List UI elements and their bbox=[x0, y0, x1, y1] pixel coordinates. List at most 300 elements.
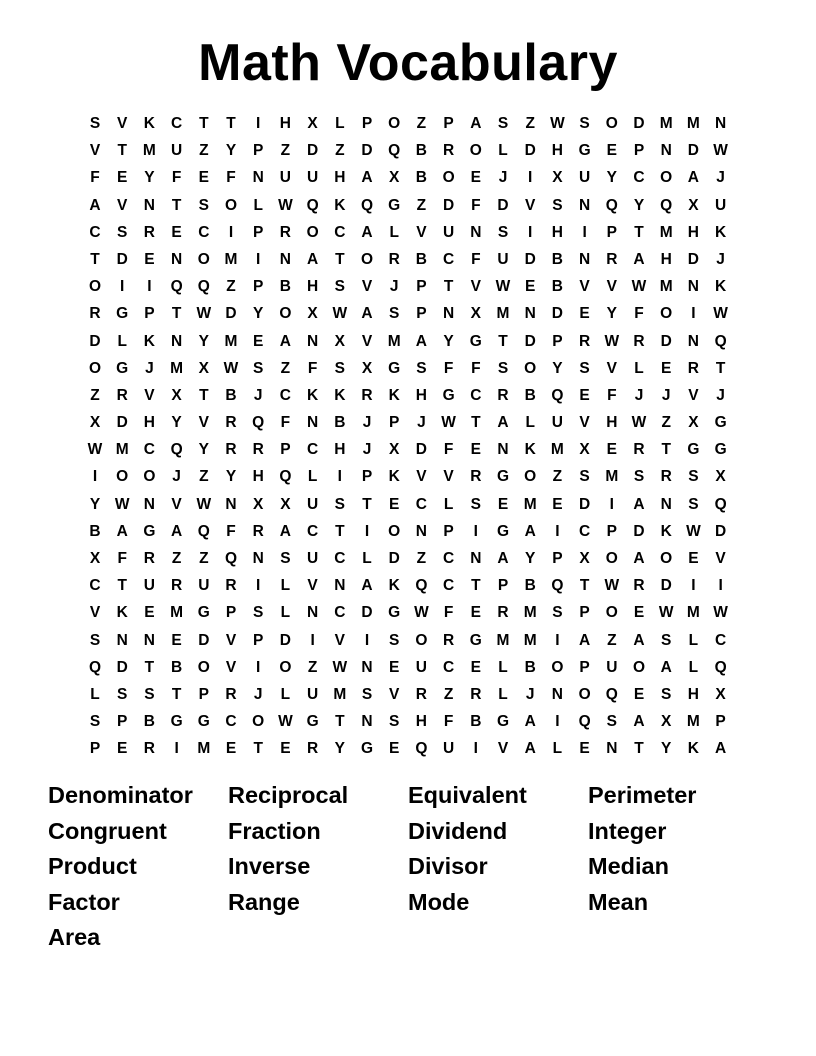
grid-letter: O bbox=[279, 658, 292, 676]
grid-letter: D bbox=[524, 250, 536, 268]
grid-letter: D bbox=[524, 142, 536, 160]
grid-letter: T bbox=[171, 685, 182, 703]
grid-letter: L bbox=[498, 658, 508, 676]
grid-letter: J bbox=[525, 685, 535, 703]
word-list-item: Equivalent bbox=[408, 782, 527, 808]
grid-letter: C bbox=[306, 522, 319, 540]
grid-letter: B bbox=[415, 169, 427, 187]
grid-letter: A bbox=[361, 223, 373, 241]
grid-letter: I bbox=[718, 577, 723, 595]
grid-letter: X bbox=[253, 495, 264, 513]
grid-letter: Y bbox=[198, 441, 209, 459]
grid-letter: W bbox=[631, 414, 647, 432]
grid-letter: W bbox=[196, 495, 212, 513]
word-list-item: Congruent bbox=[48, 817, 167, 844]
grid-letter: R bbox=[170, 577, 183, 595]
grid-letter: I bbox=[691, 305, 696, 323]
grid-letter: E bbox=[579, 305, 590, 323]
grid-letter: L bbox=[525, 414, 535, 432]
grid-letter: U bbox=[442, 223, 455, 241]
grid-letter: F bbox=[443, 604, 454, 622]
grid-letter: O bbox=[605, 550, 618, 567]
grid-letter: G bbox=[687, 441, 700, 459]
grid-letter: O bbox=[197, 658, 210, 676]
grid-letter: V bbox=[416, 223, 427, 241]
grid-letter: P bbox=[606, 223, 617, 241]
grid-letter: K bbox=[143, 115, 155, 132]
grid-letter: D bbox=[225, 305, 237, 323]
grid-letter: N bbox=[361, 713, 373, 731]
grid-letter: C bbox=[334, 550, 346, 567]
grid-letter: C bbox=[306, 441, 319, 459]
grid-letter: V bbox=[171, 495, 182, 513]
grid-letter: C bbox=[89, 577, 101, 595]
grid-letter: S bbox=[280, 550, 291, 567]
grid-letter: P bbox=[552, 550, 563, 567]
grid-letter: Q bbox=[252, 414, 265, 432]
grid-letter: M bbox=[686, 115, 700, 132]
grid-letter: E bbox=[144, 604, 155, 622]
grid-letter: R bbox=[116, 386, 128, 404]
grid-letter: U bbox=[170, 142, 183, 160]
grid-row bbox=[83, 140, 743, 167]
grid-letter: X bbox=[579, 441, 590, 459]
word-list-item: Denominator bbox=[48, 782, 193, 808]
grid-letter: G bbox=[360, 740, 374, 758]
grid-letter: T bbox=[199, 115, 209, 132]
grid-letter: X bbox=[171, 386, 182, 404]
grid-letter: P bbox=[579, 604, 590, 622]
grid-letter: I bbox=[473, 740, 478, 758]
grid-letter: V bbox=[225, 658, 237, 676]
grid-letter: E bbox=[225, 740, 237, 758]
grid-letter: Q bbox=[714, 332, 727, 350]
grid-letter: W bbox=[495, 278, 511, 296]
word-list-item: Dividend bbox=[408, 817, 508, 844]
grid-letter: J bbox=[172, 468, 181, 486]
grid-letter: P bbox=[225, 604, 237, 622]
grid-letter: K bbox=[334, 196, 346, 214]
grid-letter: P bbox=[416, 305, 427, 323]
grid-letter: A bbox=[470, 115, 482, 132]
grid-letter: R bbox=[388, 250, 400, 268]
grid-letter: M bbox=[523, 631, 537, 649]
grid-letter: G bbox=[469, 332, 482, 350]
grid-letter: D bbox=[497, 196, 509, 214]
grid-row bbox=[83, 249, 743, 276]
grid-letter: W bbox=[631, 278, 647, 296]
grid-letter: P bbox=[361, 468, 373, 486]
grid-letter: J bbox=[253, 386, 263, 404]
grid-letter: X bbox=[389, 169, 400, 187]
grid-letter: Q bbox=[197, 278, 210, 296]
grid-letter: T bbox=[715, 359, 726, 377]
grid-letter: O bbox=[605, 604, 618, 622]
grid-letter: B bbox=[170, 658, 183, 676]
grid-letter: Z bbox=[552, 468, 563, 486]
word-list-item: Area bbox=[48, 924, 101, 951]
grid-letter: H bbox=[415, 386, 427, 404]
grid-letter: W bbox=[87, 441, 103, 459]
grid-letter: U bbox=[578, 169, 591, 187]
grid-letter: D bbox=[89, 332, 101, 350]
grid-row bbox=[83, 412, 743, 439]
grid-row bbox=[83, 331, 743, 358]
grid-letter: Z bbox=[525, 115, 535, 132]
grid-letter: N bbox=[551, 685, 563, 703]
grid-letter: R bbox=[442, 631, 455, 649]
grid-letter: X bbox=[89, 550, 101, 567]
grid-letter: A bbox=[497, 550, 509, 567]
grid-letter: T bbox=[471, 414, 481, 432]
grid-row bbox=[83, 711, 743, 738]
grid-letter: S bbox=[579, 359, 590, 377]
grid-letter: P bbox=[361, 115, 373, 132]
grid-letter: N bbox=[143, 631, 155, 649]
grid-letter: L bbox=[280, 685, 291, 703]
grid-letter: K bbox=[306, 386, 319, 404]
grid-letter: Q bbox=[360, 196, 374, 214]
grid-letter: I bbox=[310, 631, 315, 649]
grid-letter: G bbox=[388, 359, 401, 377]
grid-letter: J bbox=[253, 685, 263, 703]
grid-letter: Q bbox=[551, 386, 564, 404]
grid-letter: S bbox=[334, 495, 345, 513]
grid-letter: S bbox=[497, 223, 509, 241]
grid-letter: S bbox=[606, 713, 617, 731]
grid-letter: E bbox=[389, 495, 400, 513]
grid-letter: S bbox=[117, 223, 128, 241]
grid-letter: R bbox=[470, 685, 482, 703]
grid-letter: E bbox=[389, 658, 400, 676]
grid-letter: N bbox=[170, 250, 183, 268]
grid-letter: D bbox=[116, 658, 128, 676]
grid-row bbox=[83, 385, 743, 412]
grid-letter: K bbox=[143, 332, 155, 350]
grid-letter: A bbox=[361, 577, 373, 595]
grid-row bbox=[83, 303, 743, 330]
grid-letter: E bbox=[552, 495, 563, 513]
grid-letter: A bbox=[415, 332, 427, 350]
grid-letter: H bbox=[551, 223, 563, 241]
grid-letter: I bbox=[256, 658, 261, 676]
grid-letter: I bbox=[555, 522, 560, 540]
grid-letter: N bbox=[252, 550, 264, 567]
grid-letter: M bbox=[197, 740, 211, 758]
grid-letter: C bbox=[279, 386, 291, 404]
grid-letter: N bbox=[470, 223, 482, 241]
grid-letter: D bbox=[633, 115, 645, 132]
grid-letter: N bbox=[578, 196, 591, 214]
grid-letter: D bbox=[578, 495, 591, 513]
grid-letter: R bbox=[279, 223, 291, 241]
grid-letter: W bbox=[658, 604, 674, 622]
grid-letter: C bbox=[225, 713, 237, 731]
grid-letter: P bbox=[606, 522, 617, 540]
grid-letter: Z bbox=[661, 414, 671, 432]
grid-letter: I bbox=[256, 577, 261, 595]
grid-letter: S bbox=[552, 196, 563, 214]
grid-letter: R bbox=[606, 250, 618, 268]
grid-letter: G bbox=[714, 414, 727, 432]
grid-letter: V bbox=[606, 359, 617, 377]
grid-letter: C bbox=[89, 223, 101, 241]
grid-letter: N bbox=[225, 495, 237, 513]
grid-letter: B bbox=[415, 250, 427, 268]
grid-letter: L bbox=[280, 577, 291, 595]
grid-letter: H bbox=[687, 685, 699, 703]
grid-letter: G bbox=[714, 441, 727, 459]
grid-letter: N bbox=[442, 305, 455, 323]
grid-letter: E bbox=[171, 631, 182, 649]
grid-letter: W bbox=[550, 115, 565, 132]
grid-letter: D bbox=[279, 631, 291, 649]
grid-letter: T bbox=[443, 278, 454, 296]
grid-letter: A bbox=[116, 522, 128, 540]
grid-letter: L bbox=[362, 550, 372, 567]
grid-letter: E bbox=[470, 441, 481, 459]
grid-letter: G bbox=[578, 142, 591, 160]
grid-letter: W bbox=[332, 658, 348, 676]
grid-letter: P bbox=[497, 577, 509, 595]
grid-letter: U bbox=[143, 577, 155, 595]
grid-letter: Q bbox=[714, 658, 727, 676]
grid-letter: P bbox=[117, 713, 128, 731]
grid-letter: U bbox=[306, 550, 319, 567]
grid-letter: P bbox=[280, 441, 291, 459]
grid-letter: U bbox=[497, 250, 509, 268]
grid-row bbox=[83, 602, 743, 629]
grid-letter: C bbox=[334, 604, 346, 622]
grid-letter: U bbox=[306, 169, 319, 187]
grid-letter: A bbox=[578, 631, 591, 649]
grid-letter: R bbox=[306, 740, 319, 758]
grid-letter: R bbox=[143, 740, 155, 758]
grid-letter: A bbox=[524, 740, 536, 758]
grid-letter: Q bbox=[415, 577, 428, 595]
grid-letter: T bbox=[661, 441, 671, 459]
grid-letter: O bbox=[88, 359, 102, 377]
grid-letter: Y bbox=[606, 169, 617, 187]
grid-letter: O bbox=[197, 250, 210, 268]
grid-letter: L bbox=[389, 223, 399, 241]
grid-letter: T bbox=[335, 250, 345, 268]
grid-letter: A bbox=[714, 740, 727, 758]
grid-letter: F bbox=[471, 250, 481, 268]
grid-letter: V bbox=[117, 196, 128, 214]
grid-letter: S bbox=[334, 278, 345, 296]
grid-letter: Z bbox=[199, 468, 209, 486]
grid-letter: E bbox=[117, 169, 128, 187]
grid-letter: N bbox=[687, 278, 699, 296]
grid-letter: M bbox=[170, 359, 184, 377]
grid-letter: K bbox=[388, 577, 400, 595]
grid-letter: F bbox=[171, 169, 182, 187]
grid-letter: D bbox=[524, 332, 536, 350]
grid-letter: K bbox=[388, 386, 400, 404]
grid-letter: Q bbox=[714, 495, 727, 513]
grid-row bbox=[83, 548, 743, 575]
grid-letter: P bbox=[715, 713, 726, 731]
grid-letter: R bbox=[252, 522, 264, 540]
grid-letter: P bbox=[89, 740, 101, 758]
grid-letter: D bbox=[660, 577, 672, 595]
grid-letter: S bbox=[497, 359, 509, 377]
grid-letter: F bbox=[443, 441, 454, 459]
grid-letter: O bbox=[306, 223, 319, 241]
grid-letter: H bbox=[551, 142, 563, 160]
grid-letter: X bbox=[688, 196, 699, 214]
grid-letter: E bbox=[253, 332, 264, 350]
grid-letter: Z bbox=[90, 386, 100, 404]
word-search-grid bbox=[83, 113, 743, 766]
grid-letter: H bbox=[252, 468, 264, 486]
grid-letter: U bbox=[306, 495, 319, 513]
grid-letter: E bbox=[661, 359, 672, 377]
grid-letter: Q bbox=[197, 522, 210, 540]
grid-letter: S bbox=[688, 495, 699, 513]
grid-letter: V bbox=[117, 115, 128, 132]
grid-letter: R bbox=[497, 386, 509, 404]
grid-letter: Z bbox=[171, 550, 182, 567]
grid-letter: L bbox=[634, 359, 644, 377]
grid-letter: X bbox=[334, 332, 345, 350]
grid-letter: X bbox=[280, 495, 291, 513]
grid-letter: C bbox=[143, 441, 155, 459]
grid-letter: Q bbox=[605, 196, 618, 214]
grid-letter: P bbox=[579, 658, 590, 676]
grid-letter: K bbox=[116, 604, 128, 622]
grid-letter: P bbox=[633, 142, 645, 160]
grid-letter: N bbox=[497, 441, 509, 459]
grid-letter: Y bbox=[89, 495, 101, 513]
word-list-item: Fraction bbox=[228, 817, 321, 844]
grid-letter: G bbox=[306, 713, 319, 731]
grid-letter: S bbox=[361, 685, 373, 703]
grid-letter: I bbox=[92, 468, 98, 486]
grid-letter: P bbox=[389, 414, 400, 432]
grid-letter: F bbox=[117, 550, 127, 567]
grid-letter: D bbox=[687, 142, 699, 160]
grid-letter: R bbox=[633, 332, 645, 350]
grid-letter: P bbox=[416, 278, 427, 296]
grid-letter: I bbox=[528, 223, 533, 241]
grid-letter: E bbox=[470, 169, 481, 187]
grid-letter: N bbox=[170, 332, 183, 350]
grid-row bbox=[83, 222, 743, 249]
grid-letter: X bbox=[389, 441, 400, 459]
grid-letter: O bbox=[252, 713, 265, 731]
grid-letter: X bbox=[361, 359, 373, 377]
grid-letter: T bbox=[362, 495, 372, 513]
grid-letter: P bbox=[253, 142, 264, 160]
grid-letter: G bbox=[388, 196, 401, 214]
grid-letter: D bbox=[442, 196, 455, 214]
grid-row bbox=[83, 439, 743, 466]
grid-letter: N bbox=[660, 142, 672, 160]
grid-letter: Y bbox=[443, 332, 454, 350]
grid-letter: A bbox=[633, 550, 645, 567]
grid-letter: E bbox=[117, 740, 128, 758]
grid-letter: I bbox=[555, 713, 560, 731]
grid-letter: M bbox=[550, 441, 564, 459]
grid-letter: B bbox=[415, 142, 427, 160]
grid-letter: Q bbox=[605, 685, 618, 703]
grid-letter: C bbox=[578, 522, 591, 540]
grid-letter: J bbox=[145, 359, 154, 377]
grid-letter: H bbox=[279, 115, 291, 132]
grid-letter: Q bbox=[170, 441, 183, 459]
grid-letter: X bbox=[307, 115, 318, 132]
grid-letter: E bbox=[579, 740, 590, 758]
grid-row bbox=[83, 276, 743, 303]
grid-letter: S bbox=[416, 359, 427, 377]
grid-letter: I bbox=[473, 522, 478, 540]
grid-letter: G bbox=[170, 713, 183, 731]
grid-letter: D bbox=[116, 414, 128, 432]
grid-letter: A bbox=[687, 169, 699, 187]
grid-letter: F bbox=[471, 196, 481, 214]
grid-row bbox=[83, 738, 743, 765]
grid-letter: S bbox=[552, 604, 563, 622]
grid-letter: W bbox=[713, 305, 728, 323]
grid-letter: S bbox=[253, 604, 264, 622]
grid-letter: I bbox=[609, 495, 614, 513]
grid-letter: C bbox=[170, 115, 183, 132]
grid-letter: C bbox=[334, 223, 346, 241]
grid-letter: M bbox=[115, 441, 129, 459]
grid-letter: V bbox=[579, 278, 590, 296]
grid-letter: P bbox=[443, 115, 454, 132]
grid-letter: Z bbox=[307, 658, 318, 676]
grid-letter: I bbox=[256, 250, 261, 268]
grid-letter: C bbox=[714, 631, 727, 649]
grid-letter: I bbox=[256, 115, 261, 132]
grid-letter: E bbox=[633, 604, 645, 622]
grid-letter: B bbox=[524, 658, 536, 676]
grid-letter: D bbox=[388, 550, 400, 567]
grid-letter: O bbox=[360, 250, 374, 268]
grid-row bbox=[83, 521, 743, 548]
grid-letter: O bbox=[524, 359, 537, 377]
grid-letter: W bbox=[414, 604, 429, 622]
grid-letter: V bbox=[307, 577, 318, 595]
grid-letter: Z bbox=[416, 550, 427, 567]
grid-letter: X bbox=[470, 305, 481, 323]
grid-row bbox=[83, 358, 743, 385]
grid-letter: M bbox=[686, 713, 700, 731]
grid-letter: Q bbox=[306, 196, 319, 214]
grid-letter: V bbox=[89, 142, 101, 160]
grid-letter: H bbox=[660, 250, 672, 268]
grid-letter: S bbox=[688, 468, 699, 486]
grid-letter: W bbox=[713, 142, 728, 160]
grid-letter: N bbox=[334, 577, 346, 595]
grid-letter: T bbox=[579, 577, 590, 595]
grid-letter: D bbox=[660, 332, 672, 350]
grid-row bbox=[83, 657, 743, 684]
grid-letter: R bbox=[578, 332, 591, 350]
grid-letter: M bbox=[523, 495, 537, 513]
grid-letter: I bbox=[147, 278, 152, 296]
grid-letter: A bbox=[361, 169, 373, 187]
grid-row bbox=[83, 684, 743, 711]
grid-letter: M bbox=[224, 332, 238, 350]
grid-letter: Y bbox=[633, 196, 645, 214]
grid-letter: E bbox=[633, 685, 645, 703]
grid-letter: U bbox=[306, 685, 319, 703]
grid-letter: Q bbox=[551, 577, 564, 595]
